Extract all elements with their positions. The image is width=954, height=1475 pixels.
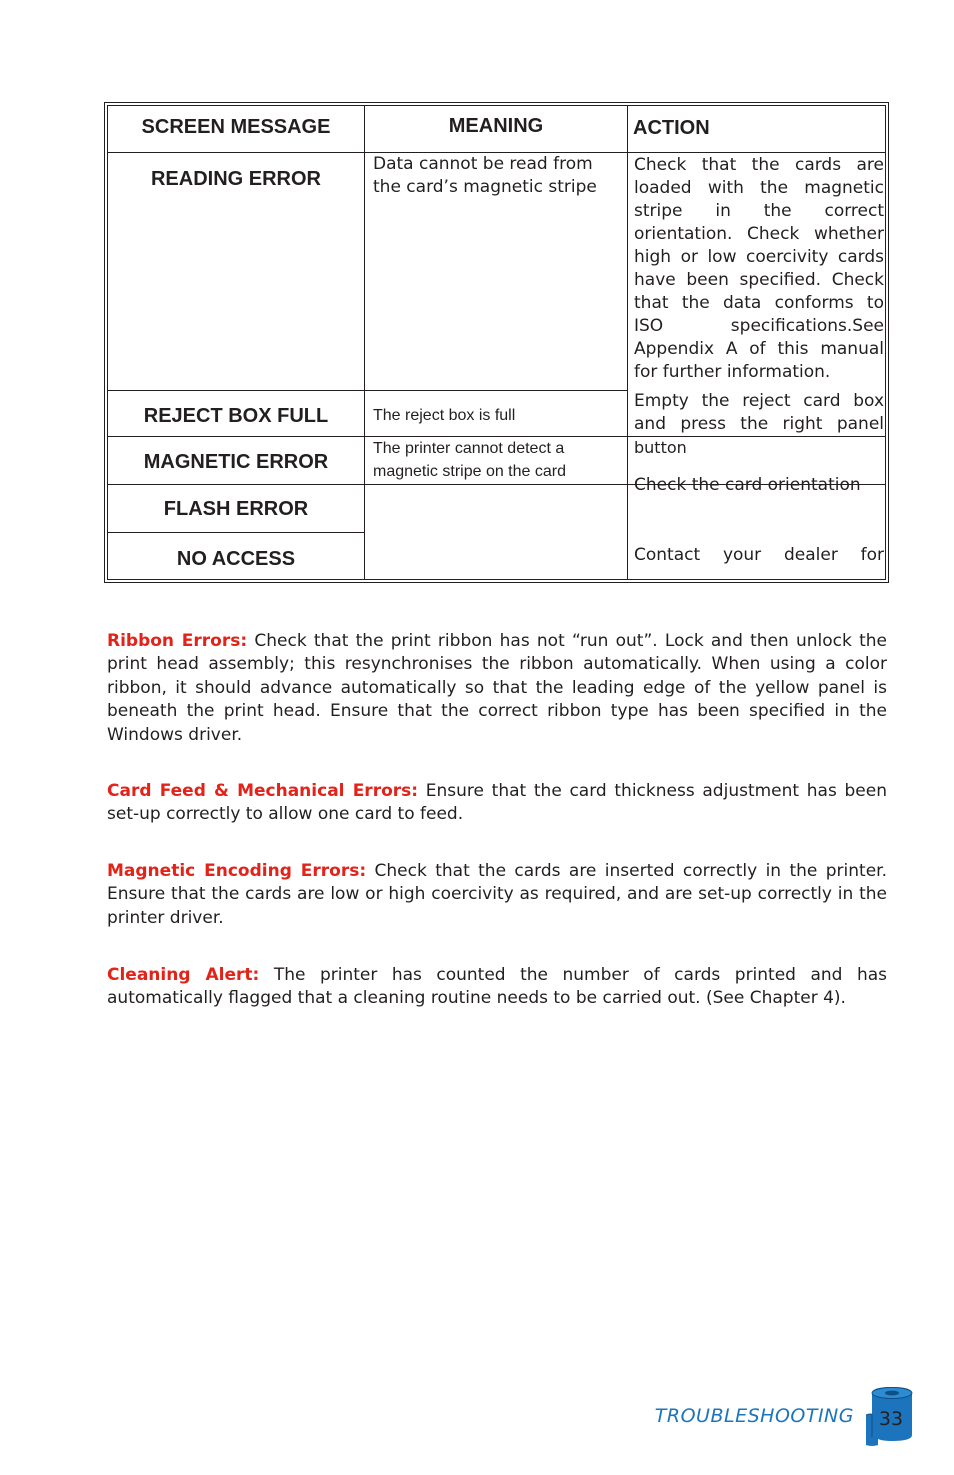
row-divider [108,390,627,391]
action-magnetic-error: Check the card orientation [634,475,861,495]
paragraph-magnetic-encoding-errors [107,860,887,930]
action-line: high or low coercivity cards [634,247,884,267]
meaning-line: Data cannot be read from [373,154,593,174]
message-magnetic-error: MAGNETIC ERROR [143,451,329,473]
header-meaning: MEANING [448,115,544,137]
action-line: Empty the reject card box [634,391,884,411]
paragraph-text: Check that the print ribbon has not “run out”. Lock and then unlock the print head assembly; this resynchronises the ribbon automatically. When using a color ribbon, it should advance automatically so that the leading edge of the yellow panel is beneath the print head. Ensure that the correct ribbon type has been specified in the Windows driver. [107,631,887,745]
meaning-line: The printer cannot detect a [373,440,565,457]
paragraph-card-feed-errors [107,780,887,827]
paragraph-text: Ensure that the card thickness adjustment has been set-up correctly to allow one card to feed. [107,781,887,825]
paragraph-text: The printer has counted the number of cards printed and has automatically flagged that a cleaning routine needs to be carried out. (See Chapter 4). [107,965,887,1009]
action-line: stripe in the correct [634,201,884,221]
message-no-access: NO ACCESS [176,548,296,570]
header-action: ACTION [633,117,710,139]
meaning-reading-error [373,153,623,199]
paragraph-lead: Magnetic Encoding Errors: [107,861,367,881]
action-line: loaded with the magnetic [634,178,884,198]
message-flash-error: FLASH ERROR [163,498,309,520]
action-line: have been specified. Check [634,270,884,290]
page-number: 33 [878,1408,904,1430]
action-reading-error [634,154,884,384]
column-divider [627,106,628,579]
meaning-line: the card’s magnetic stripe [373,177,597,197]
header-screen-message: SCREEN MESSAGE [141,116,331,138]
paragraph-lead: Cleaning Alert: [107,965,260,985]
error-table-inner-border [107,105,886,580]
action-line: orientation. Check whether [634,224,884,244]
action-reject-box-full [634,390,884,459]
paragraph-cleaning-alert [107,964,887,1011]
action-line: for further information. [634,362,831,382]
action-line: that the data conforms to [634,293,884,313]
row-divider [108,532,364,533]
action-line: ISO specifications.See [634,316,884,336]
column-divider [364,106,365,579]
paragraph-ribbon-errors [107,630,887,747]
action-line: Appendix A of this manual [634,339,884,359]
section-label: TROUBLESHOOTING [654,1405,854,1427]
action-line: Check that the cards are [634,155,884,175]
error-table [104,102,889,583]
meaning-magnetic-error [373,437,623,483]
action-line: button [634,438,687,457]
action-no-access: Contact your dealer for [634,545,884,565]
paragraph-text: Check that the cards are inserted correctly in the printer. Ensure that the cards are low or high coercivity as required, and are set-up correctly in the printer driver. [107,861,887,928]
message-reading-error: READING ERROR [150,168,321,190]
paragraph-lead: Card Feed & Mechanical Errors: [107,781,419,801]
paragraph-lead: Ribbon Errors: [107,631,248,651]
meaning-line: magnetic stripe on the card [373,463,566,480]
action-line: and press the right panel [634,414,884,434]
meaning-reject-box-full: The reject box is full [373,407,516,424]
message-reject-box-full: REJECT BOX FULL [143,405,329,427]
